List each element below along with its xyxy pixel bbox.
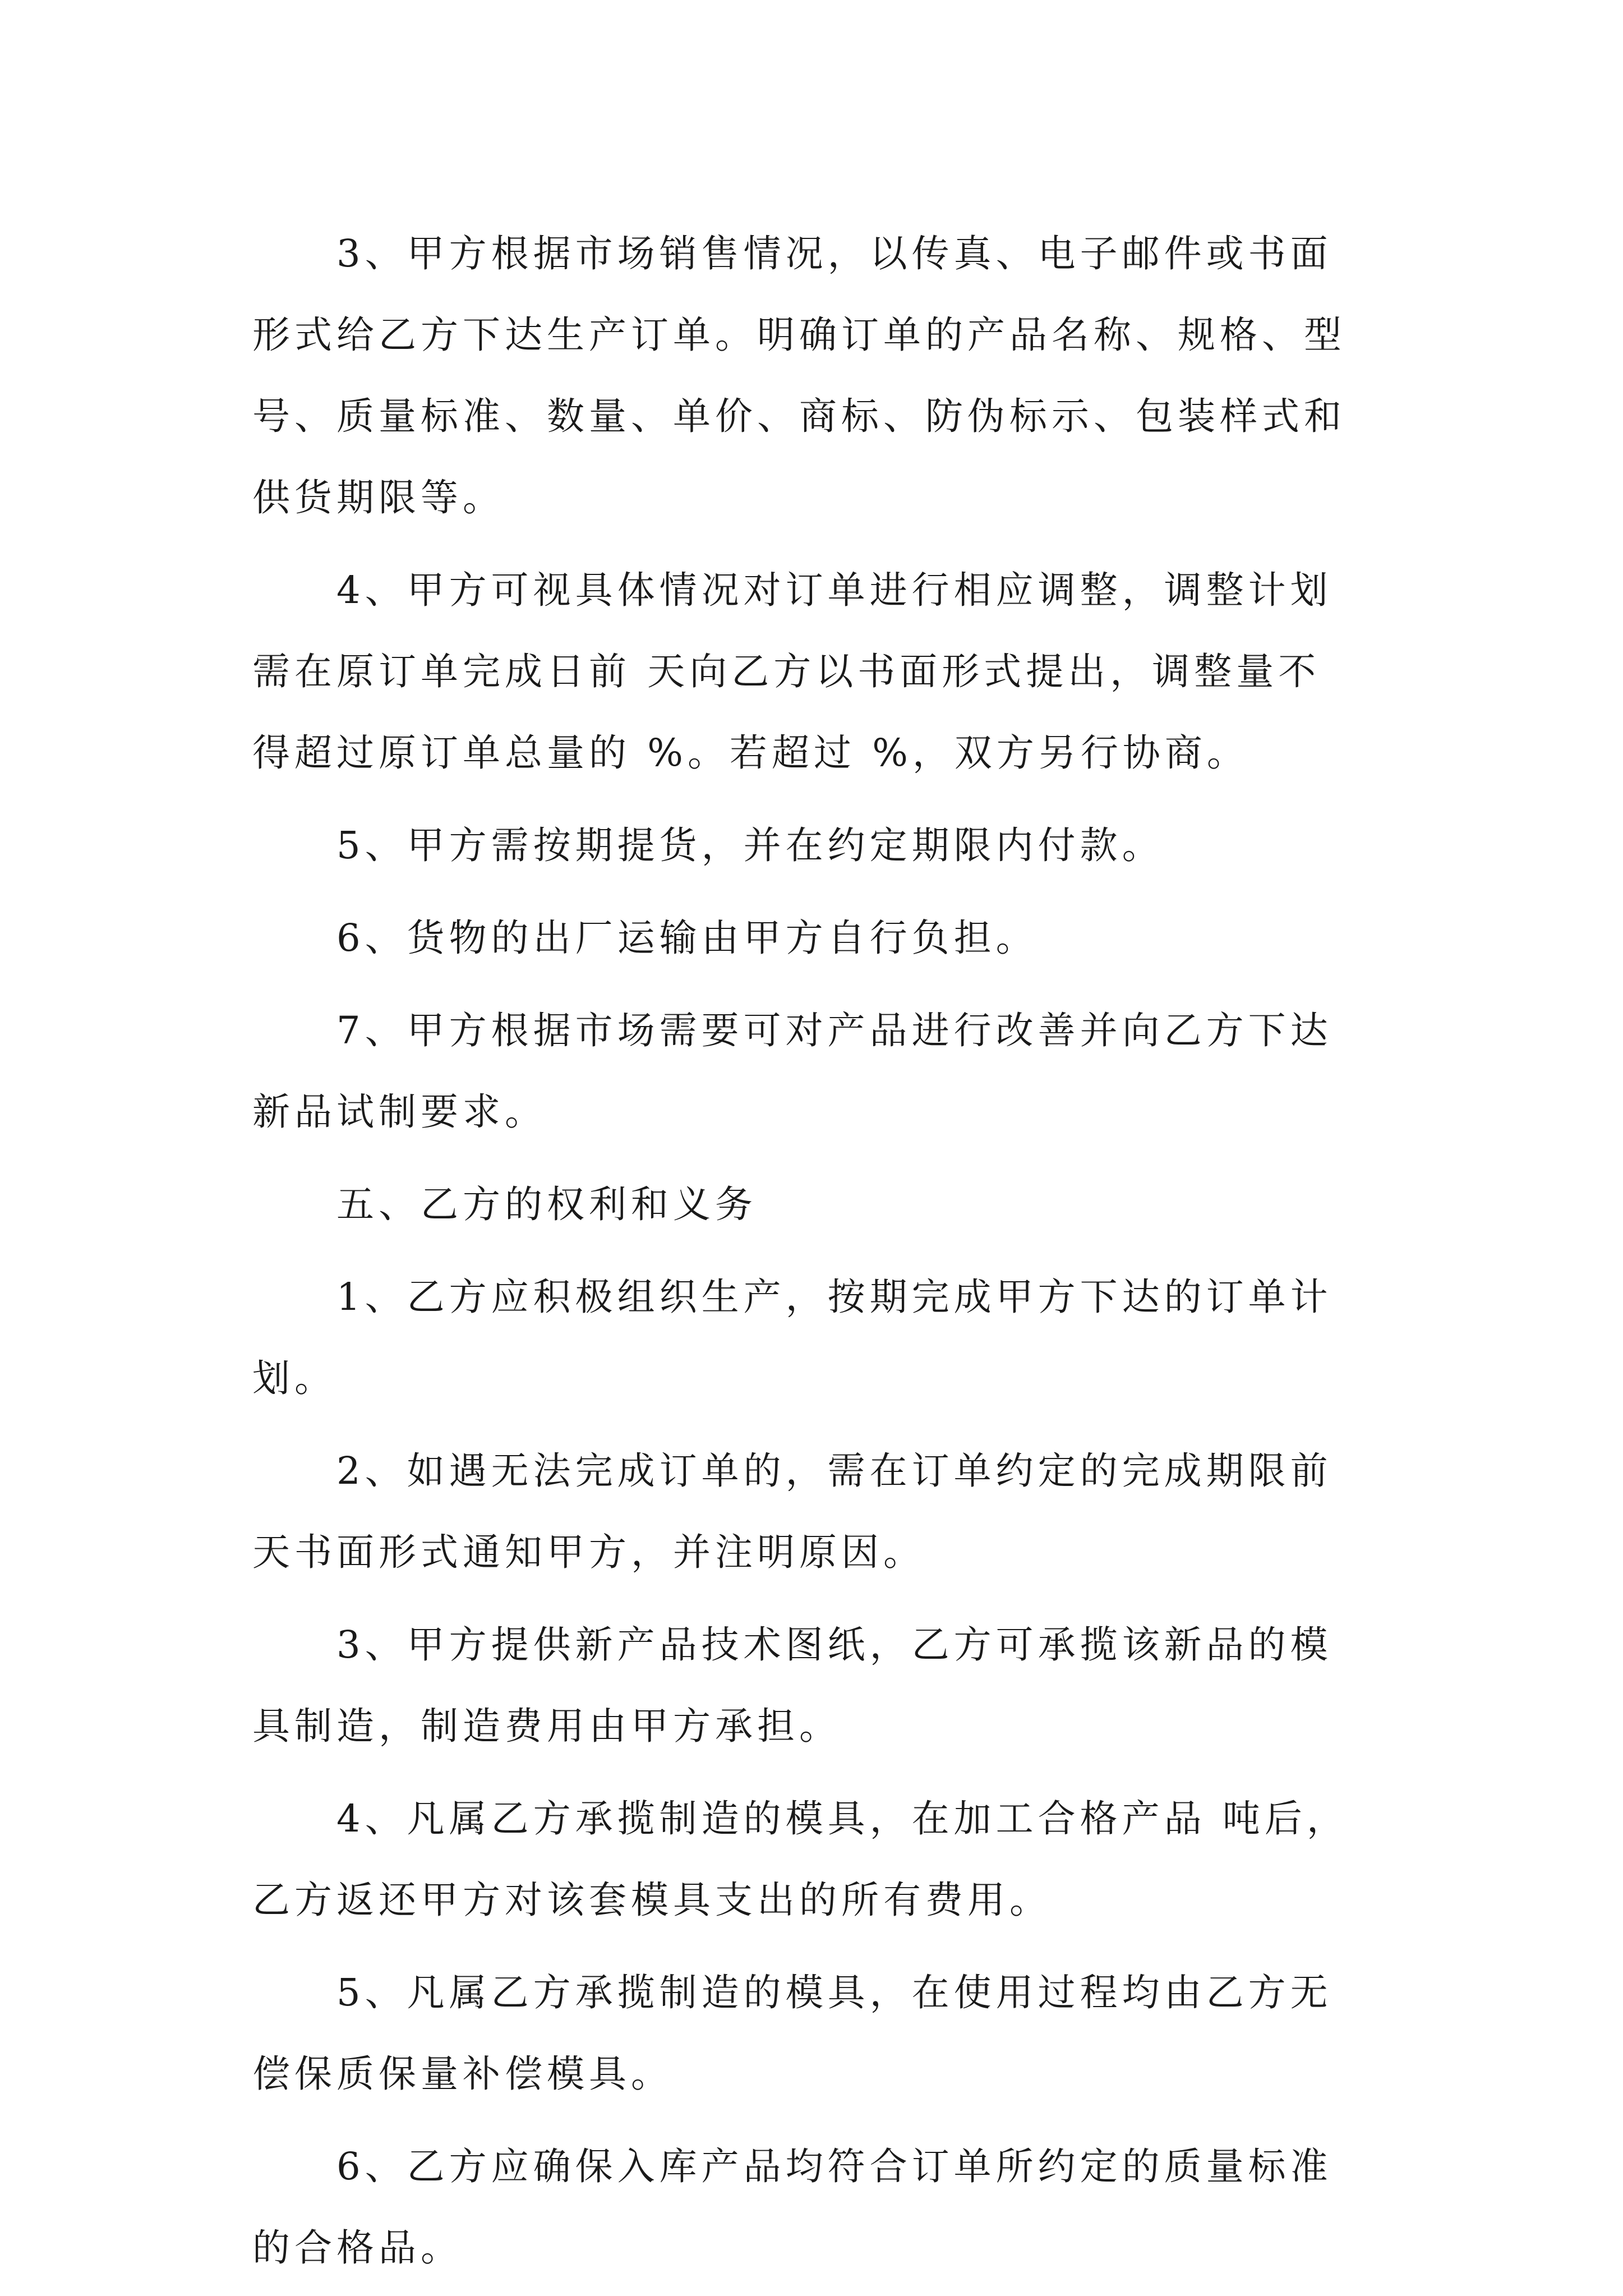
text-line: 1、乙方应积极组织生产，按期完成甲方下达的订单计 bbox=[252, 1275, 1332, 1319]
paragraph-b-item-2 bbox=[252, 1430, 1380, 1593]
paragraph-spacer bbox=[252, 1941, 1380, 1952]
text-line: 4、甲方可视具体情况对订单进行相应调整，调整计划 bbox=[252, 568, 1332, 612]
paragraph-spacer bbox=[252, 1245, 1380, 1257]
document-body bbox=[252, 213, 1380, 2289]
text-line: 2、如遇无法完成订单的，需在订单约定的完成期限前 bbox=[252, 1449, 1332, 1493]
text-line: 需在原订单完成日前 天向乙方以书面形式提出，调整量不 bbox=[252, 650, 1321, 693]
paragraph-spacer bbox=[252, 886, 1380, 898]
paragraph-spacer bbox=[252, 2115, 1380, 2126]
paragraph-spacer bbox=[252, 979, 1380, 990]
text-line: 7、甲方根据市场需要可对产品进行改善并向乙方下达 bbox=[252, 1009, 1332, 1052]
text-line: 的合格品。 bbox=[252, 2226, 463, 2270]
paragraph-item-4 bbox=[252, 550, 1380, 794]
text-line: 3、甲方根据市场销售情况，以传真、电子邮件或书面 bbox=[252, 232, 1332, 275]
text-line: 5、甲方需按期提货，并在约定期限内付款。 bbox=[252, 823, 1164, 867]
text-line: 新品试制要求。 bbox=[252, 1090, 547, 1134]
paragraph-b-item-1 bbox=[252, 1257, 1380, 1419]
text-line: 6、乙方应确保入库产品均符合订单所约定的质量标准 bbox=[252, 2145, 1332, 2188]
paragraph-item-6 bbox=[252, 898, 1380, 979]
paragraph-b-item-3 bbox=[252, 1604, 1380, 1767]
paragraph-b-item-6 bbox=[252, 2126, 1380, 2289]
text-line: 形式给乙方下达生产订单。明确订单的产品名称、规格、型 bbox=[252, 313, 1346, 357]
text-line: 具制造，制造费用由甲方承担。 bbox=[252, 1704, 841, 1748]
paragraph-spacer bbox=[252, 794, 1380, 805]
paragraph-spacer bbox=[252, 1153, 1380, 1164]
paragraph-b-item-4 bbox=[252, 1778, 1380, 1941]
paragraph-b-item-5 bbox=[252, 1952, 1380, 2115]
paragraph-section-5-heading bbox=[252, 1164, 1380, 1245]
paragraph-spacer bbox=[252, 1419, 1380, 1430]
text-line: 偿保质保量补偿模具。 bbox=[252, 2052, 673, 2096]
text-line: 五、乙方的权利和义务 bbox=[252, 1182, 757, 1226]
text-line: 4、凡属乙方承揽制造的模具，在加工合格产品 吨后， bbox=[252, 1797, 1349, 1841]
text-line: 划。 bbox=[252, 1356, 336, 1400]
paragraph-spacer bbox=[252, 1767, 1380, 1778]
paragraph-spacer bbox=[252, 539, 1380, 550]
text-line: 5、凡属乙方承揽制造的模具，在使用过程均由乙方无 bbox=[252, 1971, 1332, 2014]
paragraph-item-7 bbox=[252, 990, 1380, 1153]
paragraph-item-5 bbox=[252, 805, 1380, 886]
paragraph-item-3 bbox=[252, 213, 1380, 539]
text-line: 天书面形式通知甲方，并注明原因。 bbox=[252, 1530, 925, 1574]
text-line: 供货期限等。 bbox=[252, 476, 505, 519]
text-line: 号、质量标准、数量、单价、商标、防伪标示、包装样式和 bbox=[252, 394, 1346, 438]
text-line: 乙方返还甲方对该套模具支出的所有费用。 bbox=[252, 1878, 1052, 1922]
text-line: 3、甲方提供新产品技术图纸，乙方可承揽该新品的模 bbox=[252, 1623, 1332, 1667]
text-line: 得超过原订单总量的 %。若超过 %，双方另行协商。 bbox=[252, 731, 1249, 775]
text-line: 6、货物的出厂运输由甲方自行负担。 bbox=[252, 916, 1038, 960]
paragraph-spacer bbox=[252, 1593, 1380, 1604]
